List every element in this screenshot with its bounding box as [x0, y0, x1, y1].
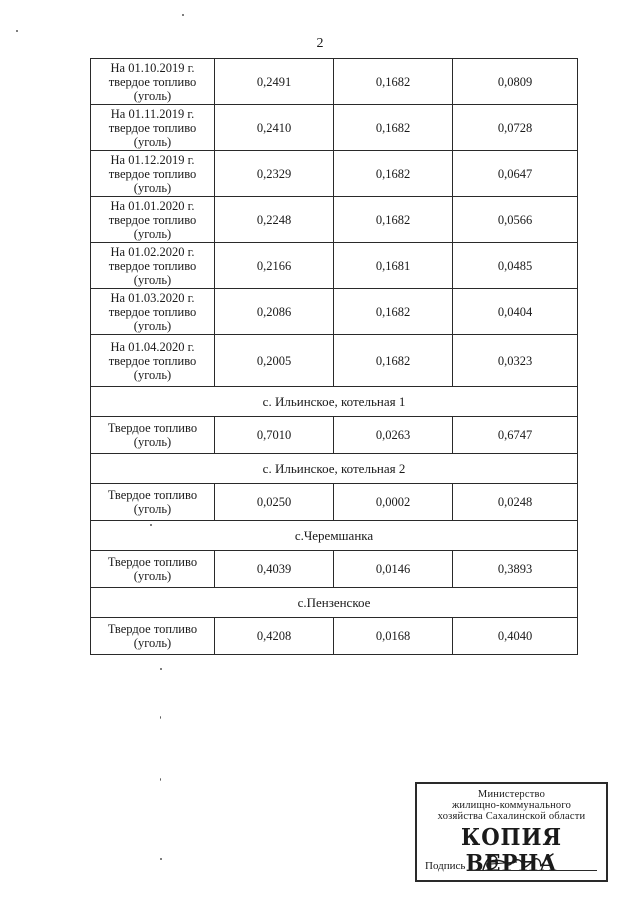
section-row	[91, 521, 578, 551]
value-cell-third: 0,0809	[453, 59, 578, 105]
table-row	[91, 289, 578, 335]
period-cell	[91, 484, 215, 521]
value-cell-second: 0,1681	[334, 243, 453, 289]
period-text: твердое топливо	[108, 304, 197, 319]
scan-speck	[182, 14, 184, 16]
value-cell-second: 0,1682	[334, 105, 453, 151]
value-cell-third: 0,4040	[453, 618, 578, 655]
value-cell-second: 0,0168	[334, 618, 453, 655]
period-text: твердое топливо	[108, 166, 197, 181]
section-row	[91, 387, 578, 417]
stamp-department-line: жилищно-коммунального	[451, 800, 572, 811]
scan-speck	[160, 668, 162, 670]
handwritten-signature	[477, 850, 557, 876]
period-cell	[91, 197, 215, 243]
section-title: с.Черемшанка	[91, 521, 578, 551]
period-cell	[91, 105, 215, 151]
section-row	[91, 454, 578, 484]
value-cell-total: 0,4039	[215, 551, 334, 588]
value-cell-third: 0,3893	[453, 551, 578, 588]
period-text: (уголь)	[133, 180, 172, 195]
period-text: (уголь)	[133, 134, 172, 149]
period-text: (уголь)	[133, 569, 172, 583]
stamp-region-line: хозяйства Сахалинской области	[437, 811, 586, 822]
value-cell-total: 0,2005	[215, 335, 334, 387]
value-cell-total: 0,2410	[215, 105, 334, 151]
tariff-table-body	[91, 59, 578, 655]
period-text: (уголь)	[133, 226, 172, 241]
table-row	[91, 59, 578, 105]
table-row	[91, 197, 578, 243]
value-cell-third: 0,0728	[453, 105, 578, 151]
period-text: (уголь)	[133, 318, 172, 333]
period-text: твердое топливо	[108, 212, 197, 227]
value-cell-total: 0,2248	[215, 197, 334, 243]
table-row	[91, 243, 578, 289]
table-row	[91, 484, 578, 521]
table-row	[91, 151, 578, 197]
period-cell	[91, 151, 215, 197]
period-text: На 01.04.2020 г.	[110, 339, 195, 354]
value-cell-second: 0,0146	[334, 551, 453, 588]
period-cell	[91, 289, 215, 335]
value-cell-second: 0,1682	[334, 289, 453, 335]
value-cell-second: 0,0002	[334, 484, 453, 521]
period-cell	[91, 417, 215, 454]
value-cell-third: 0,0404	[453, 289, 578, 335]
period-text: твердое топливо	[108, 120, 197, 135]
scan-speck	[16, 30, 18, 32]
page-number: 2	[316, 36, 324, 51]
period-text: На 01.11.2019 г.	[110, 106, 195, 121]
value-cell-second: 0,1682	[334, 59, 453, 105]
period-cell	[91, 618, 215, 655]
period-text: На 01.01.2020 г.	[110, 198, 195, 213]
period-text: На 01.10.2019 г.	[110, 60, 195, 75]
period-text: твердое топливо	[108, 258, 197, 273]
value-cell-third: 0,0485	[453, 243, 578, 289]
value-cell-total: 0,2491	[215, 59, 334, 105]
period-text: (уголь)	[133, 435, 172, 449]
period-cell	[91, 59, 215, 105]
period-text: На 01.02.2020 г.	[110, 244, 195, 259]
stamp-title: КОПИЯ ВЕРНА	[461, 824, 562, 877]
scan-speck	[150, 524, 152, 526]
period-text: Твердое топливо	[107, 555, 198, 569]
value-cell-second: 0,1682	[334, 335, 453, 387]
table-row	[91, 618, 578, 655]
value-cell-total: 0,2166	[215, 243, 334, 289]
scan-speck	[160, 778, 161, 781]
value-cell-second: 0,0263	[334, 417, 453, 454]
period-cell	[91, 335, 215, 387]
value-cell-second: 0,1682	[334, 197, 453, 243]
period-text: Твердое топливо	[107, 488, 198, 502]
period-text: Твердое топливо	[107, 622, 198, 636]
scan-speck	[160, 858, 162, 860]
value-cell-third: 0,6747	[453, 417, 578, 454]
value-cell-total: 0,0250	[215, 484, 334, 521]
period-cell	[91, 551, 215, 588]
period-text: На 01.03.2020 г.	[110, 290, 195, 305]
value-cell-third: 0,0323	[453, 335, 578, 387]
tariff-table	[90, 58, 578, 655]
period-text: На 01.12.2019 г.	[110, 152, 195, 167]
value-cell-total: 0,4208	[215, 618, 334, 655]
value-cell-third: 0,0647	[453, 151, 578, 197]
scan-speck	[160, 716, 161, 719]
stamp-ministry-line: Министерство	[477, 789, 546, 800]
period-text: (уголь)	[133, 502, 172, 516]
table-row	[91, 105, 578, 151]
period-text: (уголь)	[133, 367, 172, 382]
value-cell-third: 0,0566	[453, 197, 578, 243]
period-text: (уголь)	[133, 272, 172, 287]
table-row	[91, 335, 578, 387]
section-row	[91, 588, 578, 618]
value-cell-third: 0,0248	[453, 484, 578, 521]
section-title: с. Ильинское, котельная 2	[91, 454, 578, 484]
period-text: (уголь)	[133, 88, 172, 103]
value-cell-second: 0,1682	[334, 151, 453, 197]
table-row	[91, 551, 578, 588]
period-text: твердое топливо	[108, 74, 197, 89]
section-title: с.Пензенское	[91, 588, 578, 618]
copy-certified-stamp	[415, 782, 608, 882]
signature-label: Подпись	[425, 860, 466, 872]
period-text: (уголь)	[133, 636, 172, 650]
value-cell-total: 0,7010	[215, 417, 334, 454]
table-row	[91, 417, 578, 454]
period-cell	[91, 243, 215, 289]
value-cell-total: 0,2329	[215, 151, 334, 197]
period-text: твердое топливо	[108, 353, 197, 368]
value-cell-total: 0,2086	[215, 289, 334, 335]
section-title: с. Ильинское, котельная 1	[91, 387, 578, 417]
period-text: Твердое топливо	[107, 421, 198, 435]
